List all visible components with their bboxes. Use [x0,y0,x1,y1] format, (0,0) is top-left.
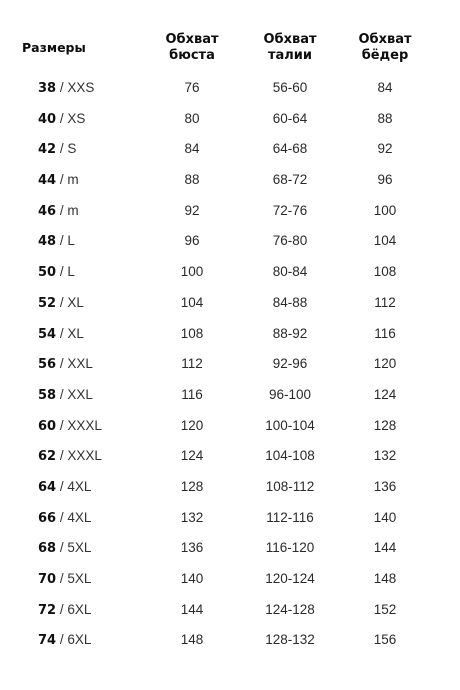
size-number: 50 [38,265,57,281]
size-cell [38,295,84,312]
waist-cell: 92-96 [272,356,308,372]
size-number: 42 [38,142,57,158]
table-row [0,287,460,318]
bust-cell: 80 [184,110,200,126]
size-separator: / [56,264,68,280]
hips-cell: 84 [377,80,393,95]
bust-cell: 88 [184,172,200,188]
bust-cell: 76 [184,80,200,95]
table-row [0,624,460,655]
size-number: 54 [38,326,57,342]
size-cell [38,540,91,557]
bust-cell: 96 [184,233,200,249]
table-row [0,410,460,441]
size-separator: / [56,571,68,586]
size-number: 74 [38,633,57,649]
size-number: 44 [38,173,57,189]
hips-cell: 124 [373,386,397,402]
size-cell [38,141,76,158]
size-separator: / [56,233,68,249]
waist-cell: 104-108 [265,448,315,464]
waist-cell: 76-80 [272,233,308,249]
waist-cell: 112-116 [266,509,314,525]
size-number: 70 [38,572,57,587]
size-number: 38 [38,81,57,96]
size-letter: L [67,233,75,249]
hips-cell: 88 [377,110,393,126]
waist-cell: 116-120 [265,540,315,556]
hips-cell: 116 [374,325,396,341]
table-row [0,379,460,410]
table-row [0,471,460,502]
size-cell [38,418,102,435]
size-separator: / [56,386,68,402]
hips-cell: 92 [377,141,393,157]
size-cell [38,111,85,128]
size-number: 40 [38,111,57,127]
hips-cell: 112 [374,294,396,310]
hips-cell: 148 [373,571,397,586]
table-row [0,195,460,226]
table-row [0,563,460,594]
size-cell [38,264,75,281]
size-number: 68 [38,541,57,557]
size-separator: / [56,417,68,433]
size-number: 72 [38,602,57,618]
size-letter: XXL [67,386,93,402]
waist-cell: 96-100 [268,386,312,402]
waist-cell: 100-104 [265,417,315,433]
header-bust: Обхват бюста [165,32,219,63]
size-cell [38,632,91,649]
size-separator: / [56,141,68,157]
size-separator: / [56,202,68,218]
size-separator: / [56,632,68,648]
waist-cell: 56-60 [272,80,308,95]
hips-cell: 100 [373,202,397,218]
waist-cell: 80-84 [272,264,308,280]
size-letter: 4XL [67,478,92,494]
size-letter: XS [67,110,86,126]
header-hips: Обхват бёдер [358,32,412,63]
size-number: 64 [38,479,57,495]
size-separator: / [56,110,68,126]
hips-cell: 140 [373,509,397,525]
table-row [0,440,460,471]
size-cell [38,326,84,343]
size-cell [38,479,91,496]
hips-cell: 156 [373,632,397,648]
size-letter: m [67,172,79,188]
bust-cell: 124 [180,448,204,464]
header-waist: Обхват талии [263,32,317,63]
size-letter: 6XL [67,632,92,648]
table-row [0,348,460,379]
hips-cell: 108 [373,264,397,280]
bust-cell: 112 [181,356,203,372]
size-separator: / [56,172,68,188]
size-letter: XXS [67,80,95,95]
size-cell [38,602,91,619]
size-separator: / [56,80,68,95]
size-cell [38,356,93,373]
table-row [0,256,460,287]
table-row [0,502,460,533]
size-letter: XXXL [67,417,102,433]
size-letter: 4XL [67,509,92,525]
waist-cell: 108-112 [265,478,315,494]
size-separator: / [56,509,68,525]
waist-cell: 120-124 [265,571,315,586]
waist-cell: 128-132 [265,632,315,648]
size-cell [38,233,75,250]
size-number: 60 [38,418,57,434]
bust-cell: 108 [180,325,204,341]
size-cell [38,448,102,465]
waist-cell: 64-68 [272,141,308,157]
table-row [0,164,460,195]
bust-cell: 144 [180,601,204,617]
size-letter: S [67,141,77,157]
size-letter: 5XL [67,571,92,586]
size-cell [38,387,93,404]
hips-cell: 104 [373,233,397,249]
size-letter: XXL [67,356,93,372]
table-header [0,32,460,72]
hips-cell: 96 [377,172,393,188]
hips-cell: 132 [373,448,397,464]
size-separator: / [56,601,68,617]
size-number: 58 [38,387,57,403]
size-number: 48 [38,234,57,250]
bust-cell: 132 [180,509,204,525]
bust-cell: 140 [180,571,204,586]
hips-cell: 152 [373,601,397,617]
size-cell [38,510,91,527]
bust-cell: 104 [180,294,204,310]
waist-cell: 84-88 [272,294,308,310]
table-row [0,133,460,164]
bust-cell: 84 [184,141,200,157]
size-separator: / [56,478,68,494]
waist-cell: 88-92 [272,325,308,341]
size-cell [38,203,79,220]
size-number: 52 [38,295,57,311]
size-number: 66 [38,510,57,526]
waist-cell: 68-72 [272,172,308,188]
waist-cell: 60-64 [272,110,308,126]
size-cell [38,571,91,588]
table-row [0,72,460,103]
header-sizes: Размеры [22,40,86,55]
table-row [0,103,460,134]
table-row [0,318,460,349]
hips-cell: 120 [373,356,397,372]
size-separator: / [56,325,68,341]
bust-cell: 136 [180,540,204,556]
size-letter: m [67,202,79,218]
size-separator: / [56,540,68,556]
bust-cell: 116 [181,386,203,402]
size-letter: 6XL [67,601,92,617]
table-row [0,225,460,256]
hips-cell: 144 [373,540,397,556]
size-number: 62 [38,449,57,465]
hips-cell: 128 [373,417,397,433]
size-number: 56 [38,357,57,373]
bust-cell: 128 [180,478,204,494]
table-row [0,532,460,563]
bust-cell: 92 [184,202,200,218]
table-row [0,594,460,625]
size-letter: 5XL [67,540,92,556]
size-cell [38,172,79,189]
size-letter: L [67,264,75,280]
size-letter: XL [67,325,84,341]
bust-cell: 120 [180,417,204,433]
waist-cell: 72-76 [272,202,308,218]
size-separator: / [56,448,68,464]
hips-cell: 136 [373,478,397,494]
size-number: 46 [38,203,57,219]
table-body [0,72,460,655]
size-cell [38,80,94,97]
size-separator: / [56,356,68,372]
bust-cell: 148 [180,632,204,648]
size-separator: / [56,294,68,310]
size-letter: XXXL [67,448,102,464]
waist-cell: 124-128 [265,601,315,617]
size-letter: XL [67,294,84,310]
bust-cell: 100 [180,264,204,280]
